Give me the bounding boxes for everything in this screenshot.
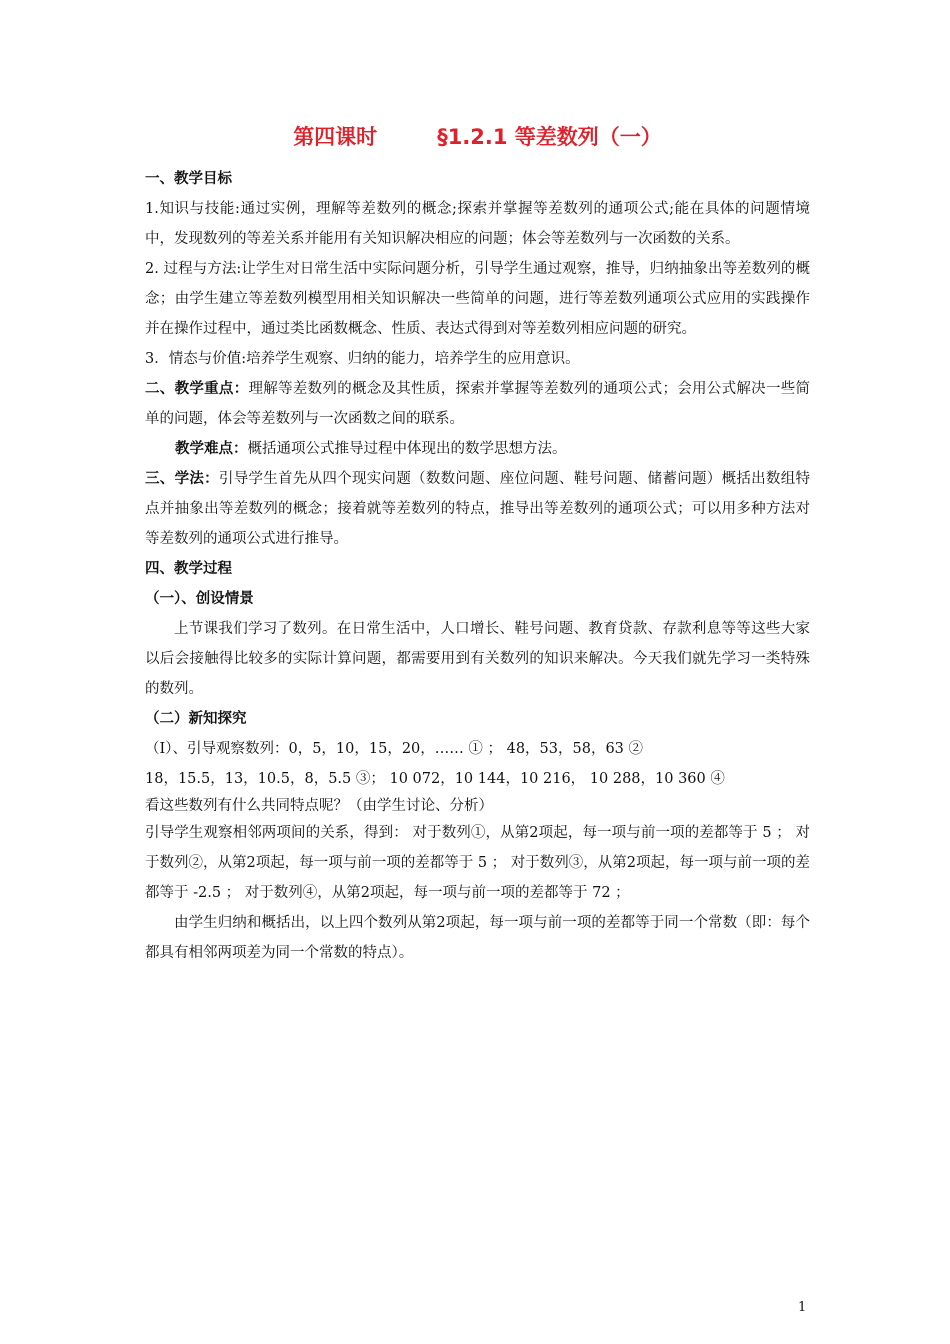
title-topic: §1.2.1 等差数列（一） bbox=[437, 125, 662, 149]
section-heading-process: 四、教学过程 bbox=[145, 561, 232, 577]
method-text: 引导学生首先从四个现实问题（数数问题、座位问题、鞋号问题、储蓄问题）概括出数组特点并抽象出等差数列的概念；接着就等差数列的特点，推导出等差数列的通项公式；可以用多种方法对等差数列的通项公式进行推导。 bbox=[145, 471, 810, 547]
observation-paragraph: 引导学生观察相邻两项间的关系，得到： 对于数列①，从第2项起，每一项与前一项的差都等于 5 ； 对于数列②，从第2项起，每一项与前一项的差都等于 5 ； 对于数列③，从第2项起，每一项与前一项的差都等于 -2.5 ； 对于数列④，从第2项起，每一项与前一项的差都等于 72 ； bbox=[145, 825, 810, 901]
sequence-line-2: 18，15.5，13，10.5，8，5.5 ③； 10 072，10 144，10 216， 10 288，10 360 ④ bbox=[145, 771, 725, 787]
difficulty-text: 概括通项公式推导过程中体现出的数学思想方法。 bbox=[247, 441, 567, 457]
sequence-line-1: （Ⅰ）、引导观察数列：0，5，10，15，20，…… ① ； 48，53，58，63 ② bbox=[145, 741, 644, 757]
page-number: 1 bbox=[798, 1300, 807, 1315]
method-paragraph bbox=[145, 464, 810, 554]
objective-values: 3．情态与价值:培养学生观察、归纳的能力，培养学生的应用意识。 bbox=[145, 351, 580, 367]
method-label: 三、学法： bbox=[145, 471, 219, 487]
subheading-exploration: （二）新知探究 bbox=[145, 711, 247, 727]
key-points-text: 理解等差数列的概念及其性质，探索并掌握等差数列的通项公式；会用公式解决一些简单的问题，体会等差数列与一次函数之间的联系。 bbox=[145, 381, 811, 427]
difficulty-paragraph bbox=[145, 434, 810, 464]
objective-process: 2. 过程与方法:让学生对日常生活中实际问题分析，引导学生通过观察，推导，归纳抽象出等差数列的概念；由学生建立等差数列模型用相关知识解决一些简单的问题，进行等差数列通项公式应用的实践操作并在操作过程中，通过类比函数概念、性质、表达式得到对等差数列相应问题的研究。 bbox=[145, 261, 810, 337]
title-lesson: 第四课时 bbox=[293, 125, 378, 149]
conclusion-paragraph: 由学生归纳和概括出，以上四个数列从第2项起，每一项与前一项的差都等于同一个常数（即：每个都具有相邻两项差为同一个常数的特点）。 bbox=[145, 915, 810, 961]
key-points-label: 二、教学重点： bbox=[145, 381, 249, 397]
document-title bbox=[145, 120, 810, 154]
key-points-paragraph bbox=[145, 374, 810, 434]
question-line: 看这些数列有什么共同特点呢？（由学生讨论、分析） bbox=[145, 798, 493, 814]
document-page bbox=[145, 120, 810, 968]
objective-knowledge: 1.知识与技能:通过实例，理解等差数列的概念;探索并掌握等差数列的通项公式;能在具体的问题情境中，发现数列的等差关系并能用有关知识解决相应的问题；体会等差数列与一次函数的关系。 bbox=[145, 201, 810, 247]
subheading-scenario: （一）、创设情景 bbox=[145, 591, 254, 607]
difficulty-label: 教学难点： bbox=[175, 441, 248, 457]
scenario-intro: 上节课我们学习了数列。在日常生活中，人口增长、鞋号问题、教育贷款、存款利息等等这些大家以后会接触得比较多的实际计算问题，都需要用到有关数列的知识来解决。今天我们就先学习一类特殊的数列。 bbox=[145, 621, 810, 697]
section-heading-objectives: 一、教学目标 bbox=[145, 171, 232, 187]
